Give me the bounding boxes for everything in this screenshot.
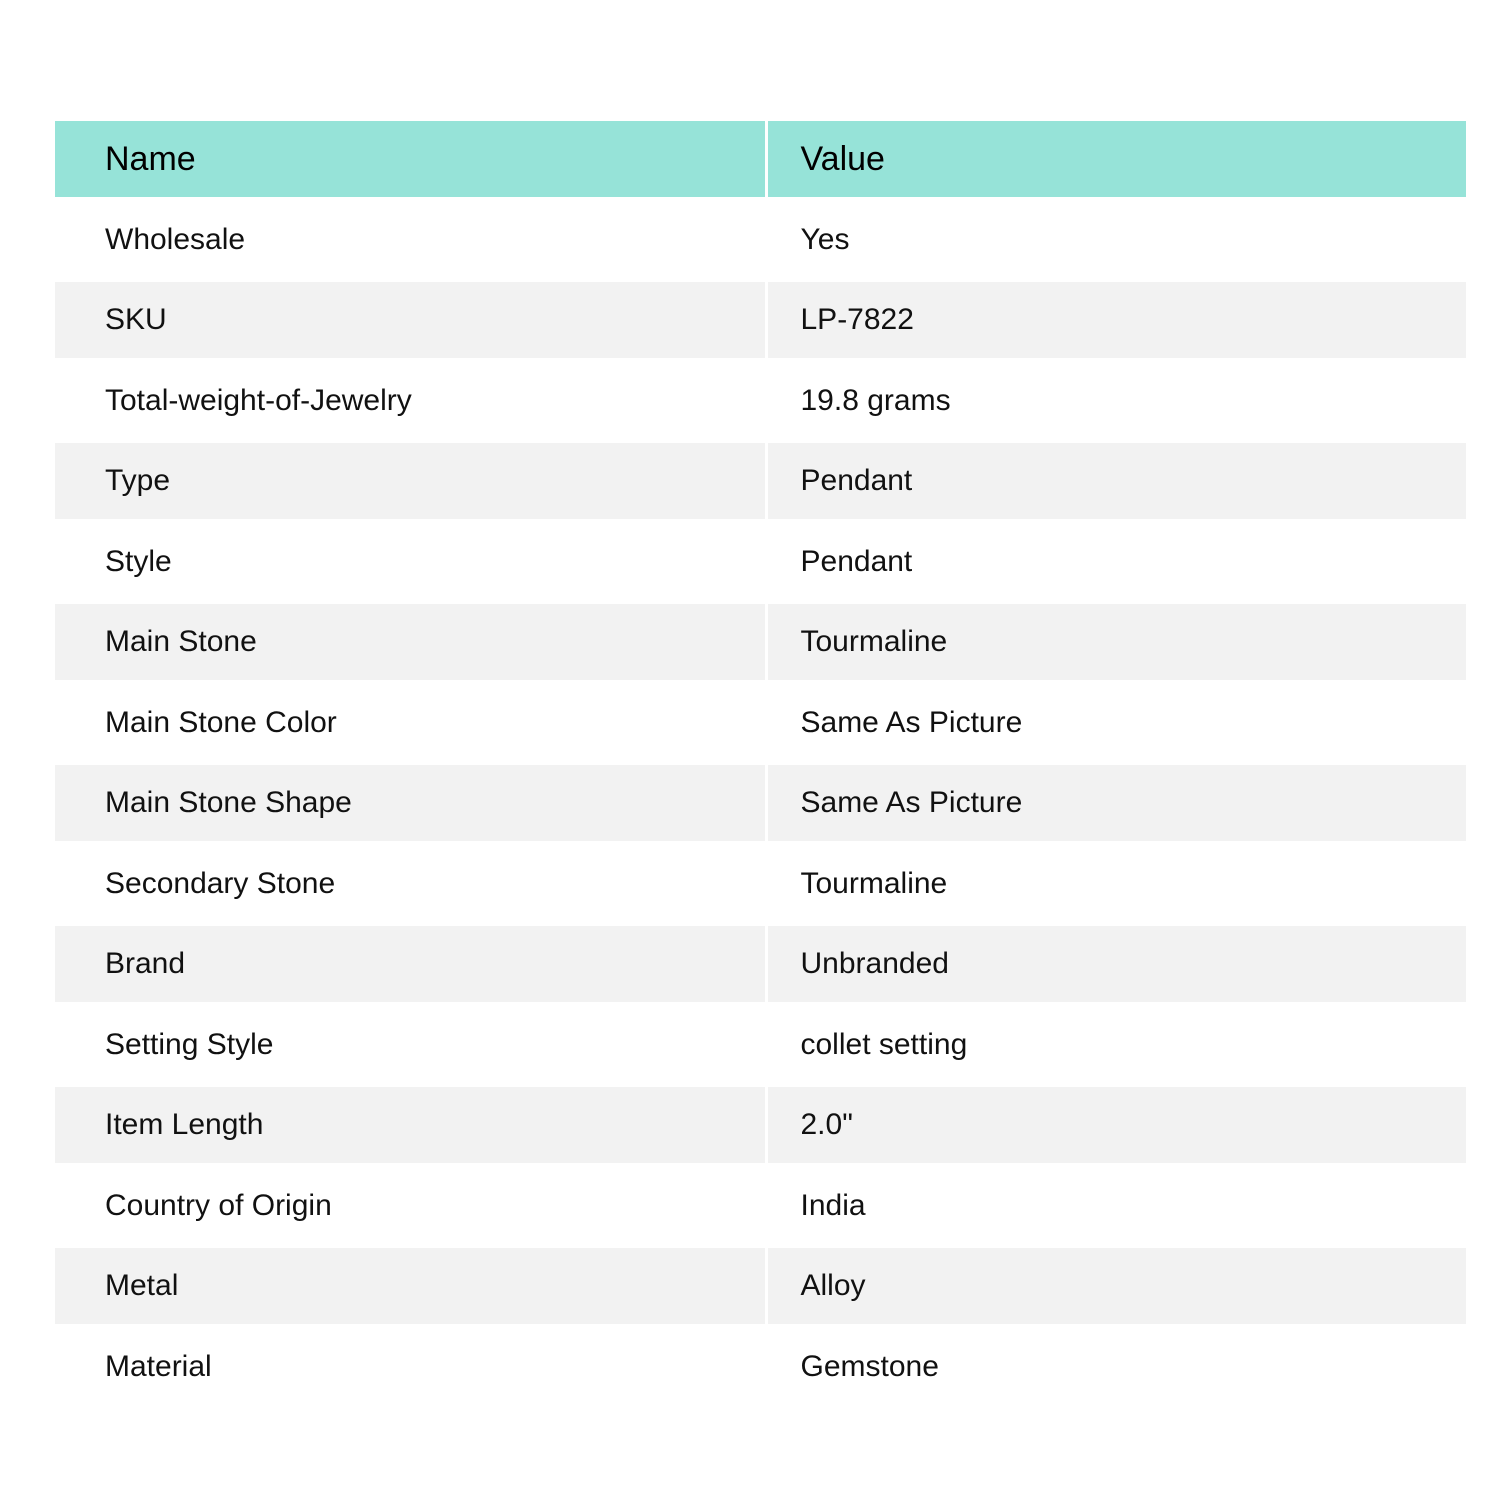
row-name-cell: Setting Style	[55, 1002, 766, 1087]
table-header-row	[55, 121, 1466, 197]
name-column-header: Name	[55, 121, 766, 197]
row-value-cell: Alloy	[766, 1248, 1466, 1324]
row-name-cell: Item Length	[55, 1087, 766, 1163]
table-row	[55, 1002, 1466, 1087]
table-row	[55, 841, 1466, 926]
row-name-cell: Secondary Stone	[55, 841, 766, 926]
row-name-cell: Main Stone	[55, 604, 766, 680]
table-row	[55, 282, 1466, 358]
table-row	[55, 680, 1466, 765]
specification-table	[55, 121, 1466, 1409]
row-value-cell: Yes	[766, 197, 1466, 282]
row-value-cell: collet setting	[766, 1002, 1466, 1087]
row-value-cell: Pendant	[766, 519, 1466, 604]
row-name-cell: Total-weight-of-Jewelry	[55, 358, 766, 443]
row-name-cell: Style	[55, 519, 766, 604]
table-row	[55, 443, 1466, 519]
table-row	[55, 1248, 1466, 1324]
row-value-cell: 2.0"	[766, 1087, 1466, 1163]
row-name-cell: Main Stone Shape	[55, 765, 766, 841]
row-name-cell: Wholesale	[55, 197, 766, 282]
row-value-cell: Tourmaline	[766, 841, 1466, 926]
table-row	[55, 926, 1466, 1002]
row-name-cell: SKU	[55, 282, 766, 358]
table-row	[55, 765, 1466, 841]
table-row	[55, 519, 1466, 604]
row-value-cell: LP-7822	[766, 282, 1466, 358]
table-row	[55, 358, 1466, 443]
table-row	[55, 1324, 1466, 1409]
table-row	[55, 1163, 1466, 1248]
table-row	[55, 604, 1466, 680]
table-row	[55, 197, 1466, 282]
row-name-cell: Brand	[55, 926, 766, 1002]
row-value-cell: Same As Picture	[766, 765, 1466, 841]
row-value-cell: India	[766, 1163, 1466, 1248]
row-value-cell: Pendant	[766, 443, 1466, 519]
row-value-cell: 19.8 grams	[766, 358, 1466, 443]
row-value-cell: Tourmaline	[766, 604, 1466, 680]
row-value-cell: Unbranded	[766, 926, 1466, 1002]
row-value-cell: Gemstone	[766, 1324, 1466, 1409]
row-name-cell: Type	[55, 443, 766, 519]
table-row	[55, 1087, 1466, 1163]
row-name-cell: Material	[55, 1324, 766, 1409]
row-name-cell: Main Stone Color	[55, 680, 766, 765]
value-column-header: Value	[766, 121, 1466, 197]
row-name-cell: Country of Origin	[55, 1163, 766, 1248]
row-name-cell: Metal	[55, 1248, 766, 1324]
row-value-cell: Same As Picture	[766, 680, 1466, 765]
